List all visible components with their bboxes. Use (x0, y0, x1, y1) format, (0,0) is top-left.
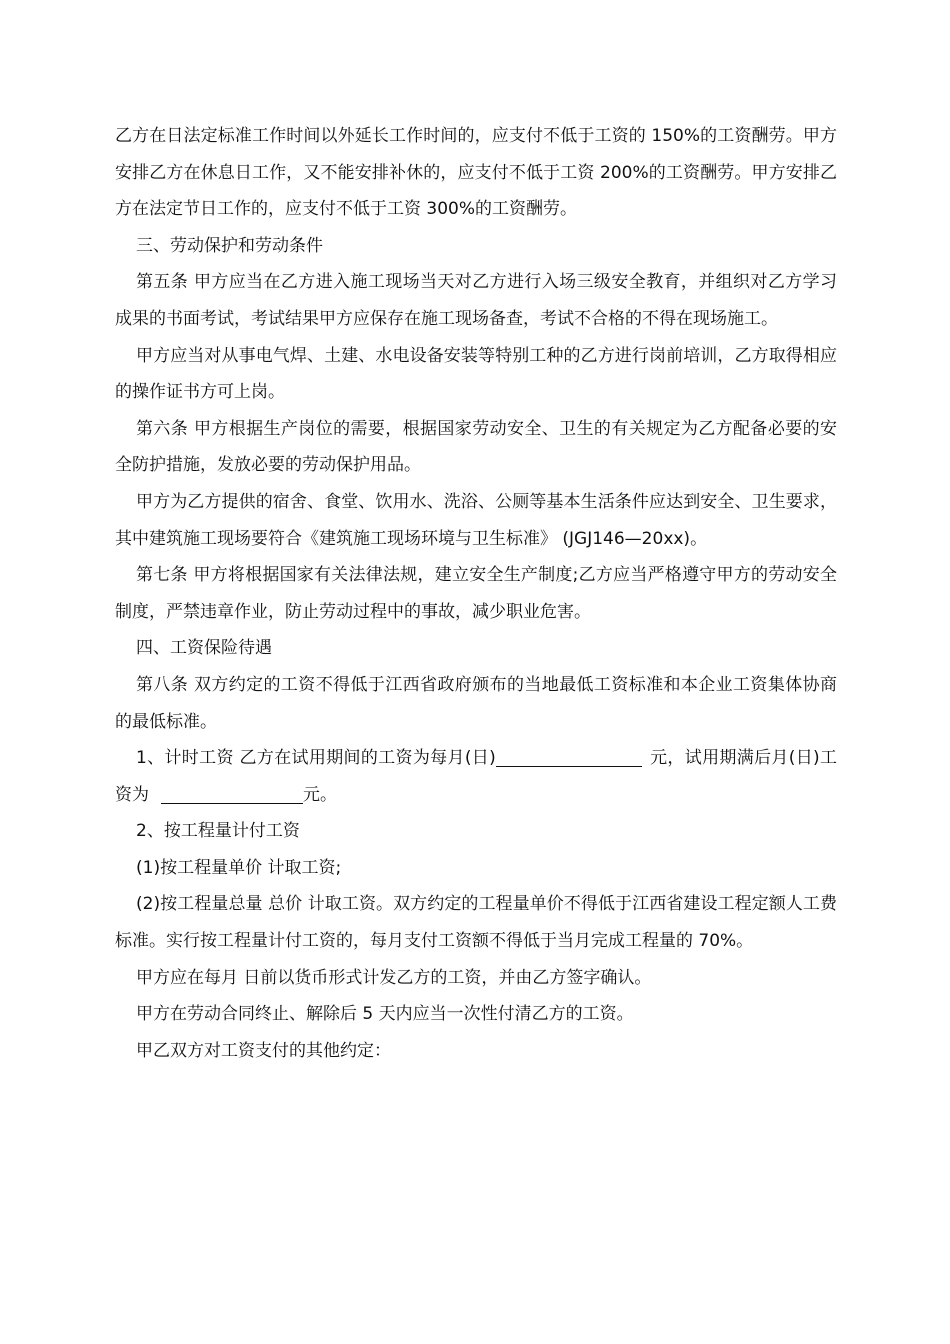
item-hourly-wage-text-c: 元。 (303, 784, 337, 805)
article-8: 第八条 双方约定的工资不得低于江西省政府颁布的当地最低工资标准和本企业工资集体协商的最低标准。 (115, 674, 837, 732)
article-6-living-conditions: 甲方为乙方提供的宿舍、食堂、饮用水、洗浴、公厕等基本生活条件应达到安全、卫生要求，其中建筑施工现场要符合《建筑施工现场环境与卫生标准》 (JGJ146—20xx)。 (115, 491, 837, 549)
paragraph-overtime-pay: 乙方在日法定标准工作时间以外延长工作时间的，应支付不低于工资的 150%的工资酬劳。甲方安排乙方在休息日工作，又不能安排补休的，应支付不低于工资 200%的工资酬劳。甲方安排乙方在法定节日工作的，应支付不低于工资 300%的工资酬劳。 (115, 126, 837, 220)
item-total-price: (2)按工程量总量 总价 计取工资。双方约定的工程量单价不得低于江西省建设工程定额人工费标准。实行按工程量计付工资的，每月支付工资额不得低于当月完成工程量的 70%。 (115, 894, 837, 952)
section-heading-wages: 四、工资保险待遇 (136, 638, 272, 659)
item-hourly-wage (115, 740, 837, 813)
payment-termination: 甲方在劳动合同终止、解除后 5 天内应当一次性付清乙方的工资。 (136, 1004, 634, 1025)
item-hourly-wage-text-b: 元，试用期满后月(日)工资为 (115, 748, 838, 805)
article-6: 第六条 甲方根据生产岗位的需要，根据国家劳动安全、卫生的有关规定为乙方配备必要的安全防护措施，发放必要的劳动保护用品。 (115, 418, 837, 476)
article-7: 第七条 甲方将根据国家有关法律法规，建立安全生产制度;乙方应当严格遵守甲方的劳动安全制度，严禁违章作业，防止劳动过程中的事故，减少职业危害。 (115, 565, 837, 622)
article-5: 第五条 甲方应当在乙方进入施工现场当天对乙方进行入场三级安全教育，并组织对乙方学习成果的书面考试，考试结果甲方应保存在施工现场备查，考试不合格的不得在现场施工。 (115, 272, 837, 329)
item-hourly-wage-text-a: 1、计时工资 乙方在试用期间的工资为每月(日) (136, 748, 496, 769)
item-unit-price: (1)按工程量单价 计取工资; (136, 857, 342, 878)
regular-wage-blank[interactable] (161, 783, 303, 804)
section-heading-labor-protection: 三、劳动保护和劳动条件 (136, 235, 323, 256)
item-piecework-wage: 2、按工程量计付工资 (136, 821, 300, 842)
payment-other-agreements: 甲乙双方对工资支付的其他约定： (136, 1040, 391, 1061)
document-page (115, 118, 837, 1069)
probation-wage-blank[interactable] (496, 746, 642, 767)
payment-monthly: 甲方应在每月 日前以货币形式计发乙方的工资，并由乙方签字确认。 (136, 967, 652, 988)
article-5-training: 甲方应当对从事电气焊、土建、水电设备安装等特别工种的乙方进行岗前培训，乙方取得相应的操作证书方可上岗。 (115, 345, 837, 403)
